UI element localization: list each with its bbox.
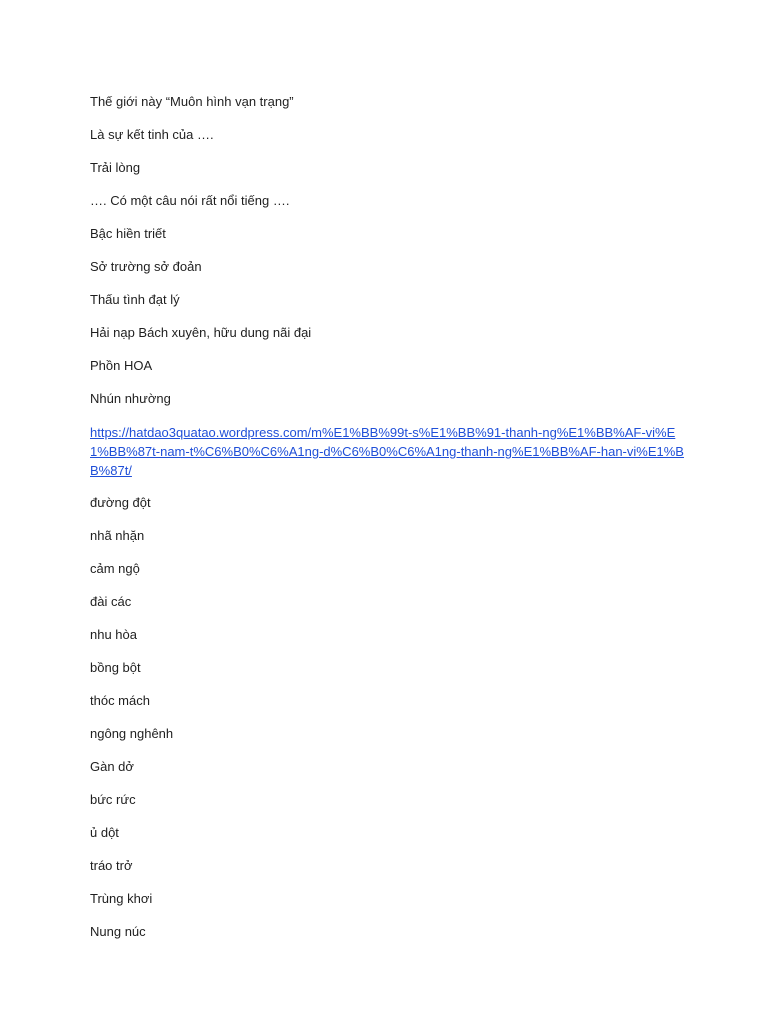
text-line: đường đột bbox=[90, 495, 151, 510]
text-line: ngông nghênh bbox=[90, 726, 174, 741]
text-line: Hải nạp Bách xuyên, hữu dung nãi đại bbox=[90, 325, 312, 340]
text-line: thóc mách bbox=[90, 693, 150, 708]
text-line: Phồn HOA bbox=[90, 358, 153, 373]
reference-link[interactable] bbox=[90, 423, 690, 480]
text-line: đài các bbox=[90, 594, 132, 609]
text-line: Bậc hiền triết bbox=[90, 226, 166, 241]
text-line: Trải lòng bbox=[90, 160, 141, 175]
text-line: tráo trở bbox=[90, 858, 133, 873]
text-line: Gàn dở bbox=[90, 759, 134, 774]
text-line: nhã nhặn bbox=[90, 528, 145, 543]
text-line: bức rức bbox=[90, 792, 136, 807]
document-body bbox=[90, 93, 690, 956]
text-line: nhu hòa bbox=[90, 627, 137, 642]
text-line: Thế giới này “Muôn hình vạn trạng” bbox=[90, 94, 294, 109]
text-line: Là sự kết tinh của …. bbox=[90, 127, 214, 142]
text-line: Nung núc bbox=[90, 924, 146, 939]
text-line: ủ dột bbox=[90, 825, 119, 840]
text-line: Nhún nhường bbox=[90, 391, 171, 406]
text-line: Trùng khơi bbox=[90, 891, 153, 906]
text-line: cảm ngộ bbox=[90, 561, 140, 576]
reference-link-part-2[interactable]: %87t-nam-t%C6%B0%C6%A1ng-d%C6%B0%C6%A1ng-thanh-ng%E1%BB%AF-han-vi%E1%BB%87t/ bbox=[90, 444, 684, 478]
text-line: bồng bột bbox=[90, 660, 141, 675]
reference-link-part-1[interactable]: https://hatdao3quatao.wordpress.com/m%E1%BB%99t-s%E1%BB%91-thanh-ng%E1%BB%AF-vi%E1%BB bbox=[90, 425, 676, 459]
text-line: Thấu tình đạt lý bbox=[90, 292, 180, 307]
text-line: …. Có một câu nói rất nổi tiếng …. bbox=[90, 193, 290, 208]
text-line: Sở trường sở đoản bbox=[90, 259, 202, 274]
